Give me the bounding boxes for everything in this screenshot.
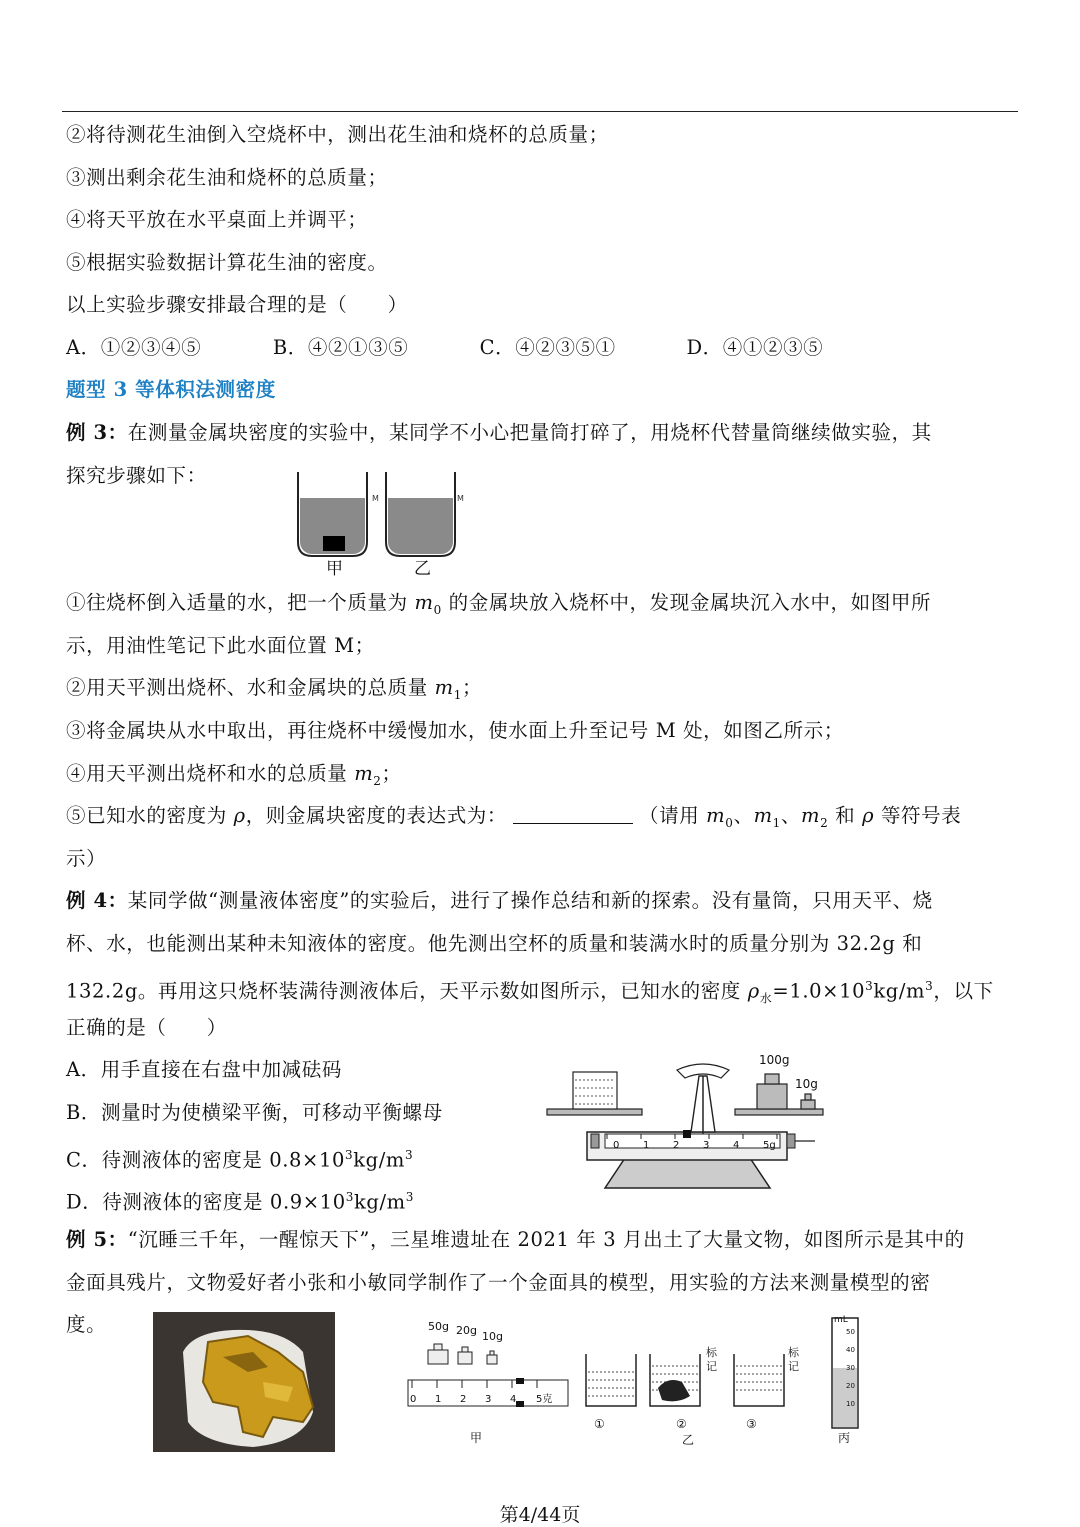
- page-footer: 第4/44页: [499, 1504, 581, 1526]
- sub-0: 0: [725, 815, 734, 830]
- mark-a-2: 标: [788, 1346, 799, 1359]
- sup-3: 3: [925, 979, 934, 993]
- beaker-on-pan: [573, 1072, 617, 1109]
- var-m: m: [801, 804, 821, 827]
- option-d: D．④①②③⑤: [686, 336, 824, 359]
- caption-bing: 丙: [838, 1431, 851, 1445]
- sup-3: 3: [865, 979, 874, 993]
- ex4-l3-pre: 132.2g。再用这只烧杯装满待测液体后，天平示数如图所示，已知水的密度: [66, 979, 748, 1003]
- tick-4: 4: [733, 1140, 740, 1151]
- label-yi: 乙: [414, 559, 431, 578]
- step-3: ③测出剩余花生油和烧杯的总质量；: [66, 166, 388, 189]
- option-c: C．④②③⑤①: [479, 336, 616, 359]
- ex4-option-c: [66, 1142, 413, 1174]
- ruler-scale: [408, 1378, 568, 1407]
- r-tick-1: 1: [435, 1394, 442, 1405]
- ex4-option-b: B．测量时为使横梁平衡，可移动平衡螺母: [66, 1101, 443, 1124]
- mark-b-1: 记: [706, 1360, 717, 1373]
- optd-unit: kg/m: [353, 1190, 406, 1214]
- p1a-post: 的金属块放入烧杯中，发现金属块沉入水中，如图甲所: [441, 591, 932, 614]
- r-tick-5: 5克: [536, 1394, 553, 1405]
- weight-100-label: 100g: [759, 1053, 790, 1067]
- ex4-l1: 某同学做“测量液体密度”的实验后，进行了操作总结和新的探索。没有量筒，只用天平、烧: [127, 889, 933, 912]
- r-tick-4: 4: [510, 1394, 517, 1405]
- ex5-line1: [66, 1227, 965, 1253]
- ex5-figure: [400, 1310, 870, 1450]
- tick-5g: 5g: [763, 1140, 776, 1151]
- ex5-l1: “沉睡三千年，一醒惊天下”，三星堆遗址在 2021 年 3 月出土了大量文物，如图所示是其中的: [127, 1228, 965, 1251]
- p2-post: ；: [461, 676, 483, 699]
- sup-3: 3: [405, 1190, 414, 1204]
- optc-text: C．待测液体的密度是 0.8×10: [66, 1148, 345, 1172]
- ex4-l3-end: ，以下: [933, 979, 994, 1003]
- caption-jia: 甲: [470, 1431, 483, 1445]
- ex5-line2: 金面具残片，文物爱好者小张和小敏同学制作了一个金面具的模型，用实验的方法来测量模型的密: [66, 1271, 931, 1294]
- ex3-p2: [66, 675, 482, 708]
- ex5-line3: 度。: [66, 1313, 107, 1336]
- and: 和: [828, 804, 863, 827]
- var-m: m: [354, 762, 374, 785]
- beaker-jia: [298, 472, 379, 556]
- step-5: ⑤根据实验数据计算花生油的密度。: [66, 251, 388, 274]
- graduated-cylinder: [832, 1315, 858, 1428]
- var-rho: ρ: [233, 804, 246, 827]
- p1a-pre: ①往烧杯倒入适量的水，把一个质量为: [66, 591, 415, 614]
- tick-1: 1: [643, 1140, 650, 1151]
- option-b: B．④②①③⑤: [272, 336, 409, 359]
- sup-3: 3: [344, 1148, 354, 1162]
- var-rho: ρ: [747, 979, 760, 1003]
- label-jia: 甲: [326, 559, 343, 578]
- p5-hint-pre: （请用: [639, 804, 707, 827]
- p2-pre: ②用天平测出烧杯、水和金属块的总质量: [66, 676, 435, 699]
- option-a: A．①②③④⑤: [66, 336, 202, 359]
- p5-hint-post: 等符号表: [874, 804, 962, 827]
- w20-label: 20g: [456, 1324, 477, 1337]
- ex3-p4: [66, 761, 402, 794]
- ex3-p5: [66, 803, 961, 836]
- ex3-line2: 探究步骤如下：: [66, 464, 207, 487]
- ex3-line1: [66, 420, 932, 446]
- sup-3: 3: [405, 1148, 414, 1162]
- r-tick-0: 0: [410, 1394, 417, 1405]
- sub-2: 2: [373, 773, 382, 788]
- ex3-label: 例 3：: [66, 421, 128, 444]
- balance-figure: [545, 1050, 830, 1192]
- ex4-l3-num: =1.0×10: [772, 979, 866, 1003]
- r-tick-2: 2: [460, 1394, 467, 1405]
- answer-blank[interactable]: [513, 803, 633, 824]
- question-line: 以上实验步骤安排最合理的是（ ）: [66, 293, 408, 316]
- var-m: m: [414, 591, 434, 614]
- w10-label: 10g: [482, 1330, 503, 1343]
- p4-post: ；: [381, 762, 402, 785]
- right-pan: [735, 1109, 823, 1115]
- cyl-tick-40: 40: [846, 1346, 855, 1354]
- header-rule: [62, 111, 1018, 112]
- ex3-p5b: 示）: [66, 847, 107, 870]
- p5-pre: ⑤已知水的密度为: [66, 804, 234, 827]
- sub-1: 1: [772, 815, 781, 830]
- ex4-line2: 杯、水，也能测出某种未知液体的密度。他先测出空杯的质量和装满水时的质量分别为 32.2g 和: [66, 932, 923, 955]
- sub-water: 水: [759, 991, 773, 1006]
- beaker-yi: [386, 472, 464, 556]
- beaker-3: [734, 1345, 800, 1431]
- mark-a-1: 标: [706, 1346, 717, 1359]
- beaker-num-1: ①: [594, 1417, 605, 1431]
- cyl-tick-50: 50: [846, 1328, 855, 1336]
- ex4-option-a: A．用手直接在右盘中加减砝码: [66, 1058, 342, 1081]
- cyl-tick-30: 30: [846, 1364, 855, 1372]
- step-2: ②将待测花生油倒入空烧杯中，测出花生油和烧杯的总质量；: [66, 123, 609, 146]
- tick-2: 2: [673, 1140, 680, 1151]
- ex3-p1b: 示，用油性笔记下此水面位置 M；: [66, 634, 375, 657]
- cyl-tick-20: 20: [846, 1382, 855, 1390]
- sub-2: 2: [820, 815, 829, 830]
- cyl-unit: mL: [834, 1315, 848, 1325]
- beaker-1: [586, 1354, 636, 1431]
- beaker-num-3: ③: [746, 1417, 757, 1431]
- p4-pre: ④用天平测出烧杯和水的总质量: [66, 762, 355, 785]
- optd-text: D．待测液体的密度是 0.9×10: [66, 1190, 346, 1214]
- rider: [683, 1130, 691, 1138]
- beaker-2: [650, 1345, 718, 1431]
- weight-100g: [757, 1053, 790, 1109]
- var-rho: ρ: [862, 804, 875, 827]
- options-row: [66, 335, 823, 361]
- w50-label: 50g: [428, 1320, 449, 1333]
- ex3-p3: ③将金属块从水中取出，再往烧杯中缓慢加水，使水面上升至记号 M 处，如图乙所示；: [66, 719, 844, 742]
- step-4: ④将天平放在水平桌面上并调平；: [66, 208, 368, 231]
- ex4-l3-unit: kg/m: [873, 979, 926, 1003]
- sub-0: 0: [433, 602, 442, 617]
- weights-set: [428, 1320, 503, 1364]
- sub-1: 1: [453, 687, 462, 702]
- weight-10g: [795, 1077, 818, 1109]
- ex3-p1a: [66, 590, 931, 623]
- p5-mid: ，则金属块密度的表达式为：: [245, 804, 507, 827]
- caption-yi: 乙: [682, 1433, 695, 1447]
- ex3-beakers-figure: [290, 470, 480, 578]
- var-m: m: [434, 676, 454, 699]
- section-title: 题型 3 等体积法测密度: [66, 378, 276, 401]
- ex5-label: 例 5：: [66, 1228, 128, 1251]
- ex4-line4: 正确的是（ ）: [66, 1016, 227, 1039]
- ex3-intro1: 在测量金属块密度的实验中，某同学不小心把量筒打碎了，用烧杯代替量筒继续做实验，其: [127, 421, 932, 444]
- cyl-tick-10: 10: [846, 1400, 855, 1408]
- beaker-num-2: ②: [676, 1417, 687, 1431]
- sep: 、: [780, 804, 802, 827]
- var-m: m: [706, 804, 726, 827]
- gold-mask-photo: [153, 1312, 335, 1452]
- ex4-label: 例 4：: [66, 889, 128, 912]
- ex4-line3: [66, 973, 994, 1011]
- left-pan: [547, 1109, 642, 1115]
- sep: 、: [733, 804, 754, 827]
- metal-block: [323, 536, 345, 551]
- mark-m-jia: M: [372, 494, 379, 503]
- optc-unit: kg/m: [353, 1148, 405, 1172]
- ex4-option-d: [66, 1184, 414, 1216]
- r-tick-3: 3: [485, 1394, 492, 1405]
- balance-nut-right: [787, 1134, 795, 1148]
- ex4-line1: [66, 888, 933, 914]
- mark-m-yi: M: [457, 494, 464, 503]
- weight-10-label: 10g: [795, 1077, 818, 1091]
- balance-nut-left: [591, 1134, 599, 1148]
- sup-3: 3: [345, 1190, 354, 1204]
- mark-b-2: 记: [788, 1360, 799, 1373]
- var-m: m: [753, 804, 773, 827]
- tick-3: 3: [703, 1140, 710, 1151]
- tick-0: 0: [613, 1140, 620, 1151]
